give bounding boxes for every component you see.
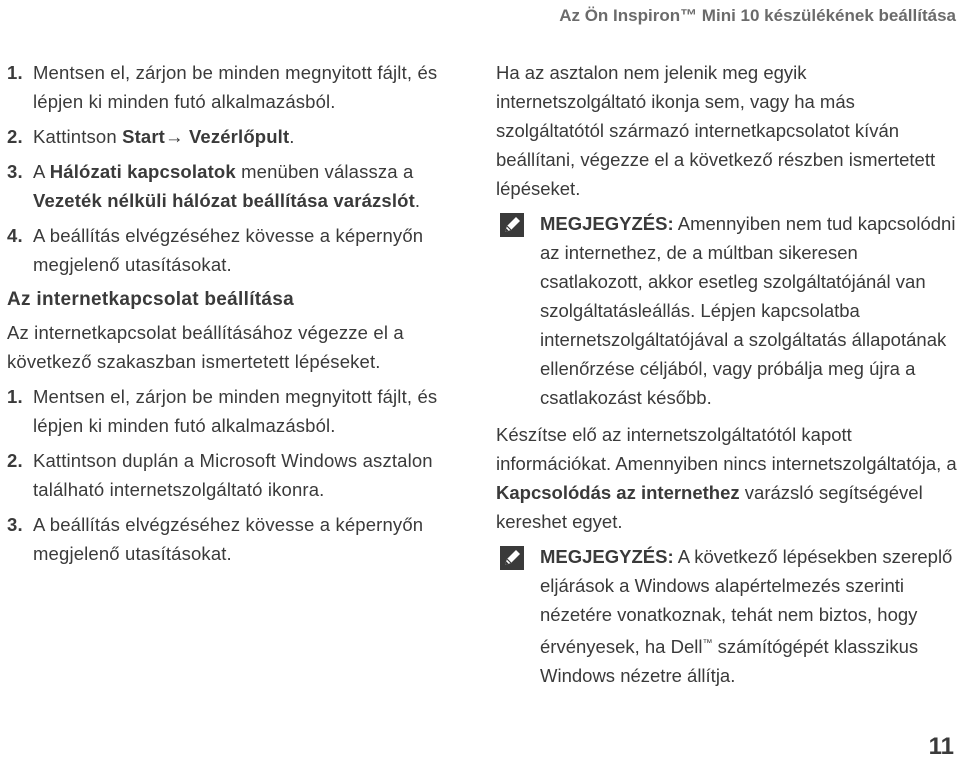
note-text: [540, 542, 958, 690]
note-label: MEGJEGYZÉS:: [540, 213, 674, 234]
step-bold-control-panel: Vezérlőpult: [188, 126, 290, 147]
pencil-note-icon: [500, 213, 524, 237]
running-header: Az Ön Inspiron™ Mini 10 készülékének beállítása: [559, 6, 956, 25]
note-text: [540, 209, 958, 412]
step-number: 1.: [7, 62, 23, 83]
step-text-mid: menüben válassza a: [235, 161, 414, 182]
paragraph-post: varázsló segítségével kereshet egyet.: [496, 482, 923, 532]
note-box: [496, 542, 958, 690]
step-text: Mentsen el, zárjon be minden megnyitott fájlt, és lépjen ki minden futó alkalmazásból.: [33, 62, 438, 112]
note-body-pre: A következő lépésekben szereplő eljárások a Windows alapértelmezés szerinti nézetére vonatkoznak, tehát nem biztos, hogy érvényesek, ha Dell: [540, 546, 953, 658]
step-number: 2.: [7, 126, 23, 147]
list-item: [7, 446, 469, 504]
step-text: Kattintson duplán a Microsoft Windows asztalon található internetszolgáltató ikonra.: [33, 450, 433, 500]
paragraph-pre: Készítse elő az internetszolgáltatótól kapott információkat. Amennyiben nincs internetszolgáltatója, a: [496, 424, 957, 474]
step-text-pre: Kattintson: [33, 126, 123, 147]
step-number: 3.: [7, 161, 23, 182]
paragraph: Ha az asztalon nem jelenik meg egyik internetszolgáltató ikonja sem, vagy ha más szolgáltatótól származó internetkapcsolatot kíván beállítani, végezze el a következő részben ismertetett lépéseket.: [496, 62, 936, 199]
page-number: 11: [928, 733, 954, 760]
note-label: MEGJEGYZÉS:: [540, 546, 674, 567]
list-item: [7, 510, 469, 568]
step-text: A beállítás elvégzéséhez kövesse a képernyőn megjelenő utasításokat.: [33, 225, 424, 275]
step-bold-wireless-wizard: Vezeték nélküli hálózat beállítása varázslót: [33, 190, 415, 211]
step-text-post: .: [289, 126, 295, 147]
section-heading: Az internetkapcsolat beállítása: [7, 289, 295, 310]
step-list-wireless: [7, 58, 469, 279]
step-text-post: .: [414, 190, 421, 211]
step-number: 1.: [7, 386, 23, 407]
note-box: [496, 209, 958, 412]
step-number: 2.: [7, 450, 23, 471]
right-column: [496, 58, 958, 698]
paragraph: [496, 420, 958, 536]
step-text: A beállítás elvégzéséhez kövesse a képernyőn megjelenő utasításokat.: [33, 514, 424, 564]
note-body: Amennyiben nem tud kapcsolódni az internethez, de a múltban sikeresen csatlakozott, akkor esetleg szolgáltatójánál van szolgáltatásleállás. Lépjen kapcsolatba internetszolgáltatójával a szolgáltatás állapotának ellenőrzése céljából, vagy próbálja meg újra a csatlakozást később.: [540, 213, 956, 408]
step-arrow: →: [164, 126, 189, 147]
list-item: [7, 58, 469, 116]
section-paragraph: Az internetkapcsolat beállításához végezze el a következő szakaszban ismertetett lépéseket.: [7, 322, 404, 372]
list-item: [7, 157, 469, 215]
step-bold-start: Start: [122, 126, 165, 147]
wizard-name: Kapcsolódás az internethez: [496, 482, 740, 503]
left-column: [7, 58, 469, 574]
list-item: [7, 221, 469, 279]
trademark-symbol: ™: [702, 638, 713, 649]
step-text-pre: A: [33, 161, 50, 182]
step-list-internet: [7, 382, 469, 568]
list-item: [7, 382, 469, 440]
step-bold-network-connections: Hálózati kapcsolatok: [49, 161, 236, 182]
list-item: [7, 122, 469, 151]
pencil-note-icon: [500, 546, 524, 570]
note-body-post: számítógépét klasszikus Windows nézetre állítja.: [540, 636, 919, 687]
step-text: Mentsen el, zárjon be minden megnyitott fájlt, és lépjen ki minden futó alkalmazásból.: [33, 386, 438, 436]
step-number: 3.: [7, 514, 23, 535]
step-number: 4.: [7, 225, 23, 246]
